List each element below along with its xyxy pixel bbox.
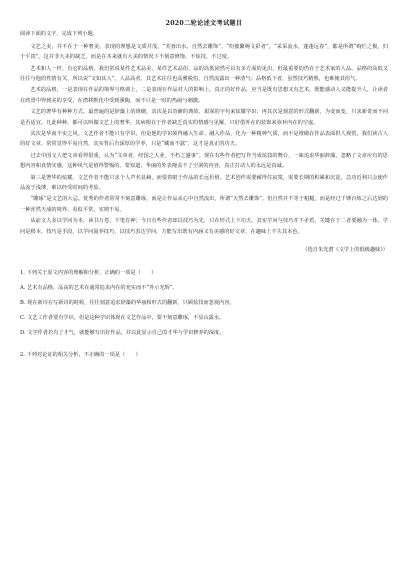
passage-paragraph-2: 艺术和人一样，有它的品格。我们常说某件艺术品美，某件艺术品俗，品的高低固然可以有多方面的见出，但最重要的仍在于艺术家的人品。品格的高低又往往与他的性情有关，所以说“文如其人”。人品高者，其艺术往往也高雅脱俗，自然流露出一种清气；品格低下者，虽然技巧精熟，也难掩其俗气。	[20, 65, 388, 83]
passage-paragraph-4: 文艺的奢华有种种方式。最普遍的是辞藻上的堆砌，其次是以奇僻的典故、艰深的字句来炫耀学识；再其次是刻意的形式翻新，为变而变，只求新奇而不问是否适宜。凡此种种，都可以叫做文艺上的奢华，其病根在于作者缺乏真实的情感与见解，只好借外在的装饰来弥补内在的空虚。	[20, 109, 388, 126]
question-1-option-a[interactable]: A. 艺术有品格，品高的艺术在通常追求内在的充实而不“外示光辉”。	[20, 285, 178, 292]
passage-paragraph-3: 艺术的品格，一是表现在作品的境界与格调上，二是表现在作品对人的影响上。真正的好作品，应当是既有思想又有艺术，既能感动人又能提升人，让读者在欣赏中得到美的享受，在潜移默化中受到熏陶，而不只是一时的热闹与刺激。	[20, 87, 388, 104]
passage-paragraph-1: 文艺之美，并不在于一种奢美。表现的理想是文质并茂、“芙蓉出水，自然去雕饰”。“纷披繁缛文彩者”，“采采流水，蓬蓬远春”，都是所谓“绚烂之极，归于平淡”。这并非大美的缺乏，而是在本来就有大美的情况下不刻意修饰，不炫技，不过度。	[20, 43, 388, 61]
question-1-stem: 1. 下列关于原文内容的理解和分析，正确的一项是（ ）	[20, 270, 157, 277]
source-citation: （选自朱光潜《文学上的低级趣味》）	[302, 247, 388, 254]
question-1	[20, 269, 388, 337]
passage-paragraph-9: 从前文人多以学问为本，读书万卷，下笔有神；今日有些作者却以技巧为先，只在形式上下功夫。其实学问与技巧并不矛盾，关键在于二者要融为一体，学问是根本，技巧是手段，以学问滋养技巧，以技巧表达学问，方能写出既有内涵又有美感的好文章，在趣味上不失其本色。	[20, 218, 388, 235]
passage-paragraph-6: 过去中国文人把文章看得很重，认为“文章者，经国之大业，不朽之盛事”。现在有些作者把写作当成炫技的舞台，一味追求华丽辞藻，忽略了文章应有的思想内容和真情实感，这种风气是值得警惕的。要知道，华丽的外表掩盖不了空洞的内容，真正打动人的永远是真诚。	[20, 152, 388, 170]
instruction-text: 阅读下面的文字，完成下列小题。	[20, 31, 98, 37]
passage-paragraph-7: 第三是奢华的炫耀。文艺作者不能只求个人声名显赫，而要着眼于作品的长远价值。艺术创作需要耐得住寂寞，需要长期的积累和沉淀，急功近利只会使作品流于浅薄，难以经受时间的考验。	[20, 174, 388, 192]
page-title: 2020二轮论述文考试题目	[165, 20, 243, 27]
passage-paragraph-8: “雕琢”是文艺的大忌。优秀的作者常常不刻意雕琢，而是让作品从心中自然流出，所谓“天然去雕饰”。但自然并不等于粗糙，而是经过千锤百炼之后达到的一种浑然天成的境界，看似平常，实则不易。	[20, 196, 388, 213]
question-1-option-d[interactable]: D. 文学作者若有了才气，就能够写出好作品，并以此显示自己的才华与学识修养的深度。	[20, 330, 225, 337]
question-1-option-c[interactable]: C. 文艺工作者要有学识，但是这种学识体现在文艺作品中，要不刻意雕琢，不显山露水。	[20, 315, 225, 322]
question-1-option-b[interactable]: B. 现在新诗在写新诗的时候，往往刻意追求辞藻的华丽和形式的翻新，只顾炫技而忽视内容。	[20, 300, 235, 307]
question-2	[20, 351, 388, 359]
passage	[20, 42, 388, 237]
passage-paragraph-5: 其次是华而不实之风。文艺作者不能只有学识，但是他的学识须得融入生命、融入作品，化为一种精神气质，而不是堆砌在作品表面供人观赏。我们读古人的好文章，常常觉得平易自然，其实背后有深厚的学养，只是“藏而不露”，这才是真正的功夫。	[20, 131, 388, 148]
question-2-stem: 2. 下列对论证的相关分析，不正确的一项是（ ）	[20, 352, 141, 359]
